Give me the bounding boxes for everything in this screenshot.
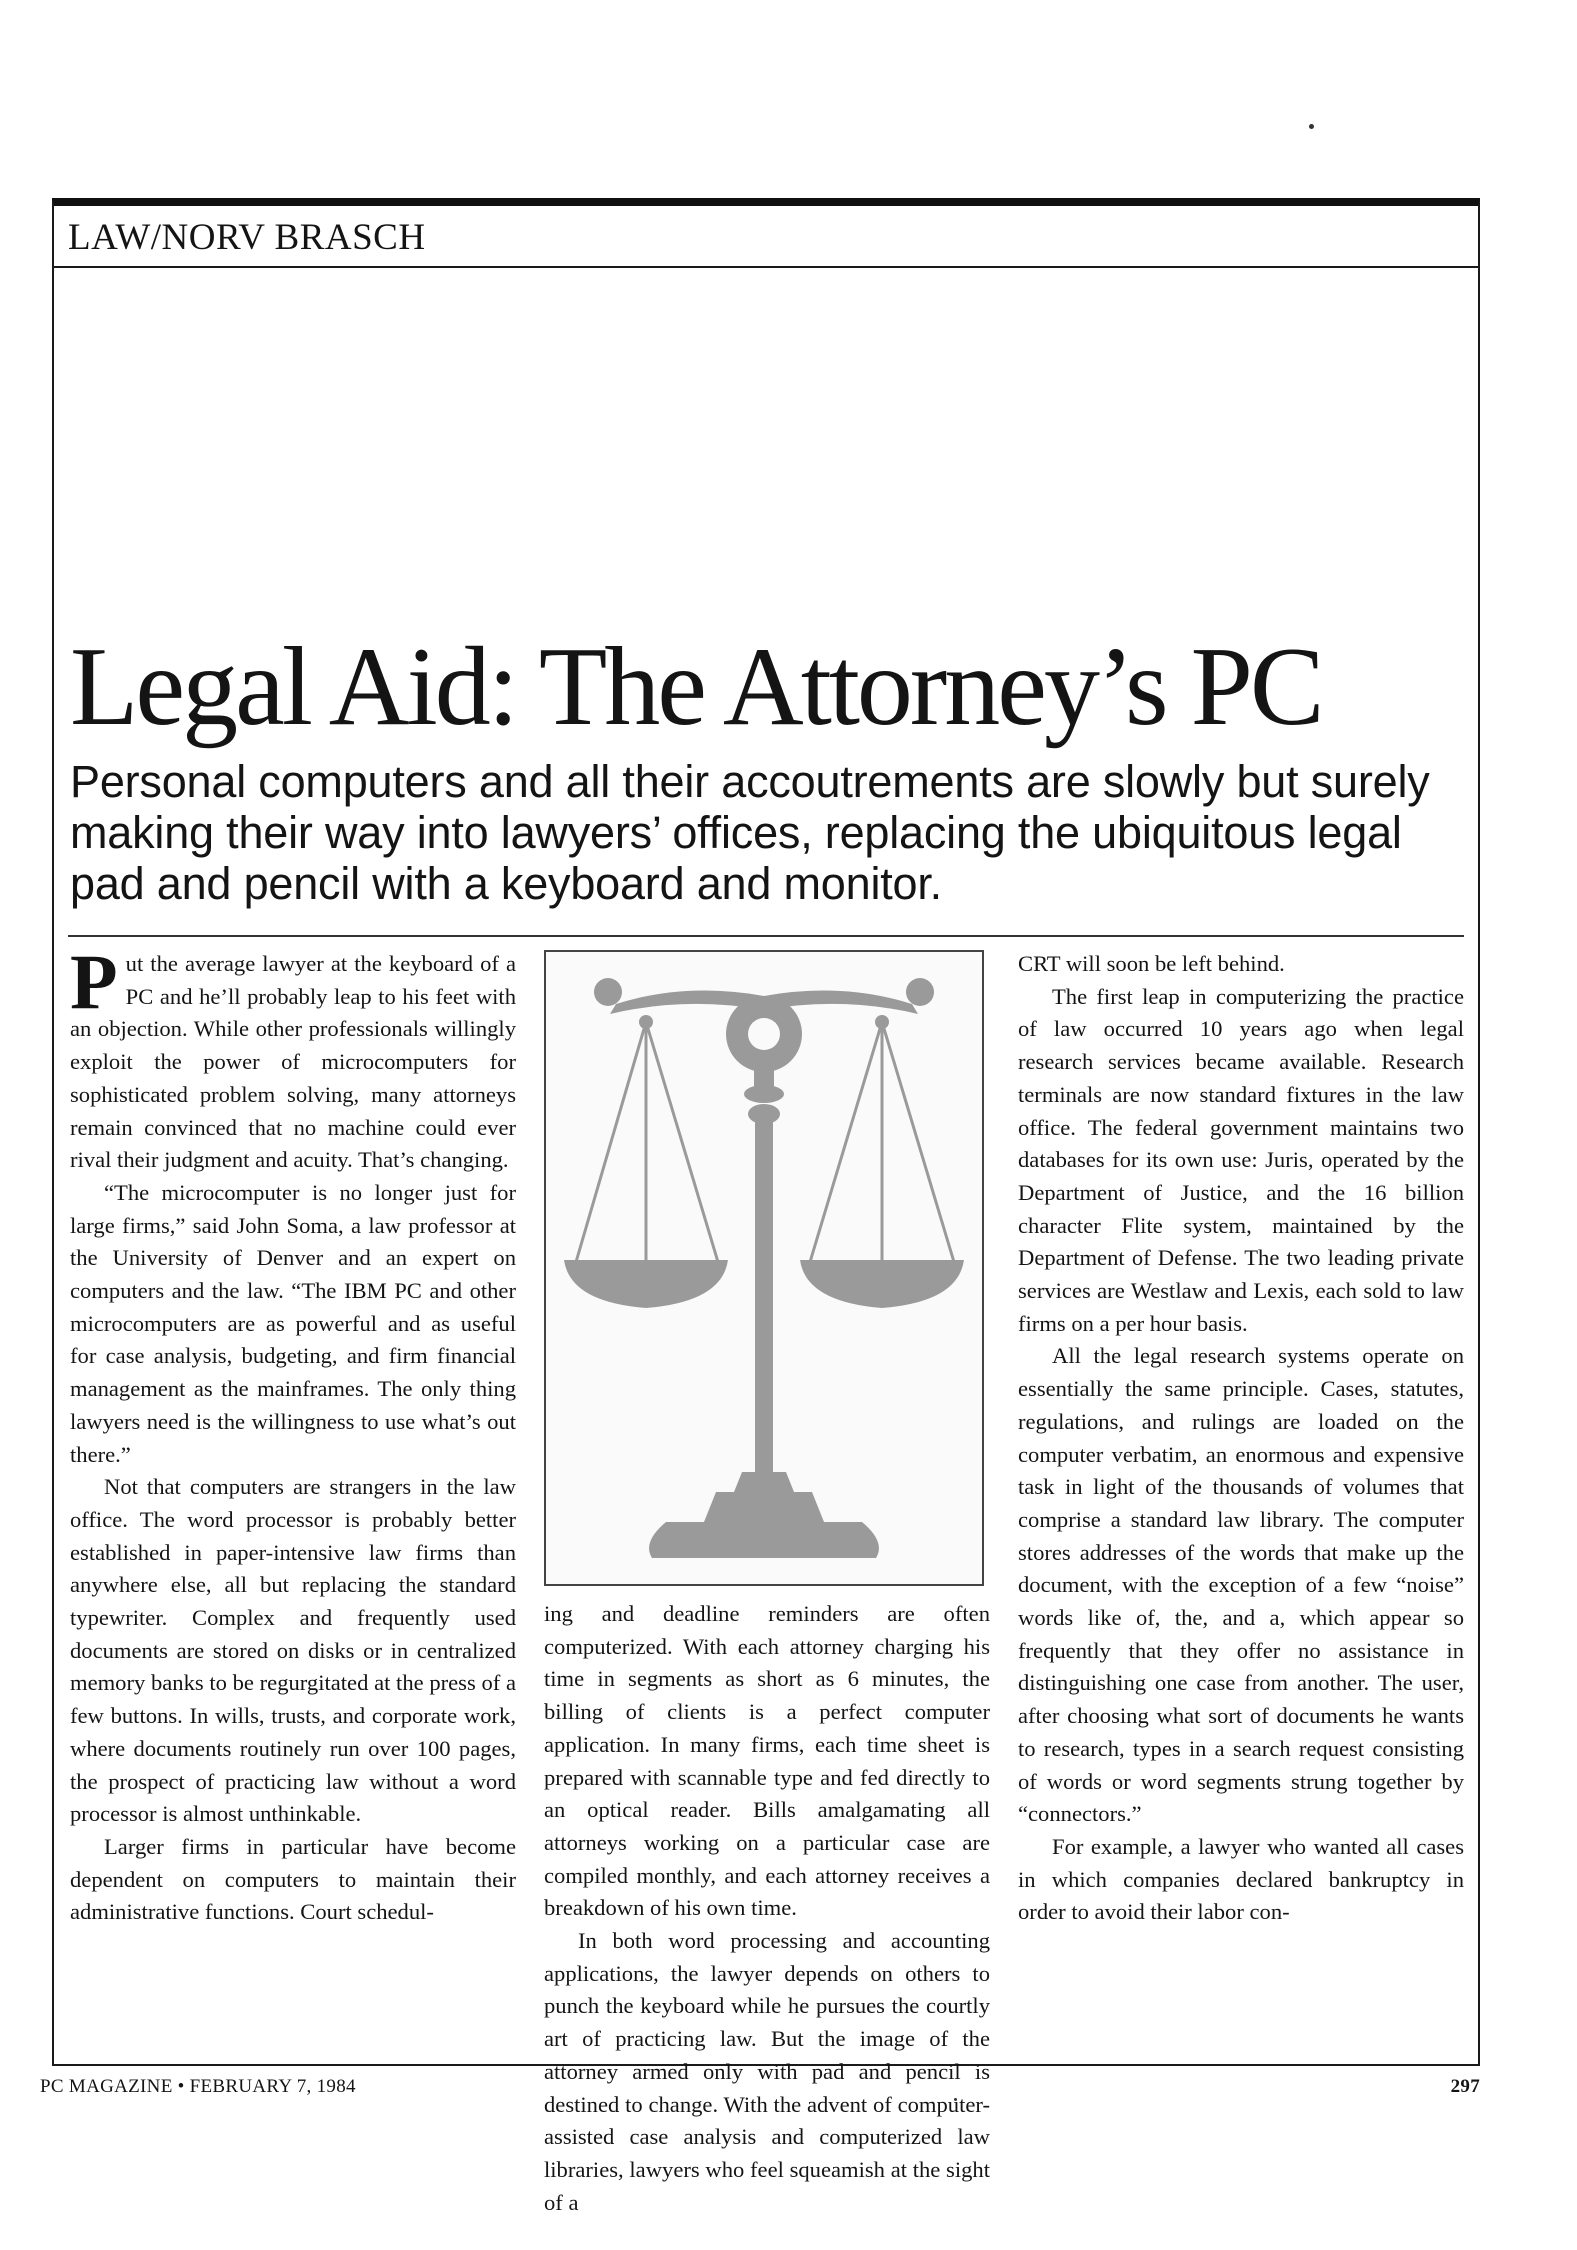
section-header xyxy=(54,206,1478,268)
publication-line: PC MAGAZINE • FEBRUARY 7, 1984 xyxy=(40,2076,356,2097)
paragraph: ing and deadline reminders are often computerized. With each attorney charging his time in segments as short as 6 minutes, the billing of clients is a perfect computer application. In many firms, each time sheet is prepared with scannable type and fed directly to an optical reader. Bills amalgamating all attorneys working on a particular case are compiled monthly, and each attorney receives a breakdown of his own time. xyxy=(544,1601,990,1921)
paragraph-text: ut the average lawyer at the keyboard of a PC and he’ll probably leap to his feet with an objection. While other professionals willingly exploit the power of microcomputers for sophisticated problem solving, many attorneys remain convinced that no machine could ever rival their judgment and acuity. That’s changing. xyxy=(70,951,516,1173)
paragraph: Not that computers are strangers in the law office. The word processor is probably better established in paper-intensive law firms than anywhere else, all but replacing the standard typewriter. Complex and frequently used documents are stored on disks or in centralized memory banks to be regurgitated at the press of a few buttons. In wills, trusts, and corporate work, where documents routinely run over 100 pages, the prospect of practicing law without a word processor is almost unthinkable. xyxy=(70,1474,516,1827)
column-2 xyxy=(544,1598,990,2250)
illustration-frame xyxy=(544,950,984,1586)
paragraph: All the legal research systems operate on essentially the same principle. Cases, statutes, regulations, and rulings are loaded on the computer verbatim, an enormous and expensive task in light of the thousands of volumes that comprise a standard law library. The computer stores addresses of the words that make up the document, with the exception of a few “noise” words like of, the, and a, which appear so frequently that they offer no assistance in distinguishing one case from another. The user, after choosing what sort of documents he wants to research, types in a search request consisting of words or word segments strung together by “connectors.” xyxy=(1018,1343,1464,1827)
section-label: LAW/NORV BRASCH xyxy=(68,217,426,258)
column-1 xyxy=(70,948,516,2250)
drop-cap: P xyxy=(70,948,118,1025)
paragraph: In both word processing and accounting applications, the lawyer depends on others to punch the keyboard while he pursues the courtly art of practicing law. But the image of the attorney armed only with pad and pencil is destined to change. With the advent of computer-assisted case analysis and computerized law libraries, lawyers who feel squeamish at the sight of a xyxy=(544,1928,990,2215)
headline: Legal Aid: The Attorney’s PC xyxy=(70,625,1322,749)
print-speck xyxy=(1309,124,1314,129)
paragraph xyxy=(70,948,516,1177)
page-number: 297 xyxy=(1450,2076,1480,2097)
scales-of-justice-icon xyxy=(546,952,982,1584)
paragraph: The first leap in computerizing the practice of law occurred 10 years ago when legal research services became available. Research terminals are now standard fixtures in the law office. The federal government maintains two databases for its own use: Juris, operated by the Department of Justice, and the 16 billion character Flite system, maintained by the Department of Defense. The two leading private services are Westlaw and Lexis, each sold to law firms on a per hour basis. xyxy=(1018,983,1464,1336)
deck-subtitle: Personal computers and all their accoutrements are slowly but surely making their way into lawyers’ offices, replacing the ubiquitous legal pad and pencil with a keyboard and monitor. xyxy=(70,756,1430,909)
paragraph: For example, a lawyer who wanted all cases in which companies declared bankruptcy in order to avoid their labor con- xyxy=(1018,1833,1464,1925)
page-footer xyxy=(40,2076,1480,2106)
deck-divider xyxy=(68,935,1464,937)
paragraph: CRT will soon be left behind. xyxy=(1018,951,1285,976)
paragraph: “The microcomputer is no longer just for large firms,” said John Soma, a law professor at the University of Denver and an expert on computers and the law. “The IBM PC and other microcomputers are as powerful and as useful for case analysis, budgeting, and firm financial management as the mainframes. The only thing lawyers need is the willingness to use what’s out there.” xyxy=(70,1179,516,1467)
column-3 xyxy=(1018,948,1464,2250)
paragraph: Larger firms in particular have become dependent on computers to maintain their administrative functions. Court schedul- xyxy=(70,1833,516,1925)
